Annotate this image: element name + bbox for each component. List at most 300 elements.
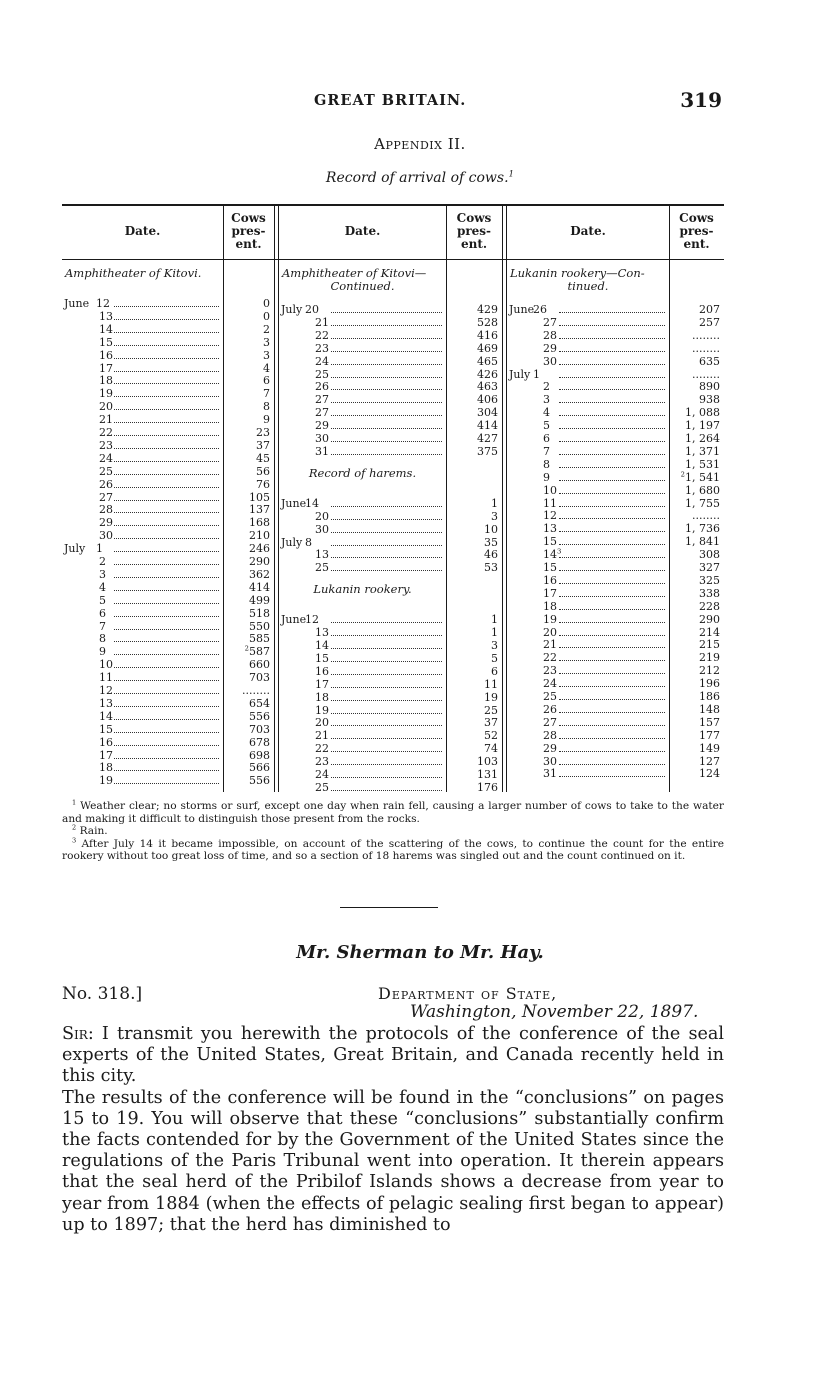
leader-dots [114,577,219,578]
row-value: 290 [249,555,270,568]
row-day: 7 [99,619,106,633]
leader-dots [114,706,219,707]
leader-dots [331,661,442,662]
col-rule [274,206,275,792]
table-row [279,406,502,419]
cows-header-line: pres- [679,224,714,238]
row-day: 13 [99,309,113,323]
section-title-line: Continued. [330,279,395,293]
table-row [507,626,724,639]
row-day: 28 [99,503,113,517]
table-row [62,413,274,426]
row-day: 24 [543,677,557,691]
leader-dots [331,312,442,313]
row-value: 196 [699,677,720,691]
leader-dots [114,732,219,733]
row-day: 3 [99,567,106,581]
row-value: 207 [699,303,720,316]
row-day: 29 [315,419,329,433]
leader-dots [331,351,442,352]
row-day: 4 [543,406,550,420]
row-day: 18 [315,690,329,704]
table-row [507,561,724,574]
row-value: 246 [249,542,270,556]
table-row [507,509,724,522]
row-day: 13 [99,696,113,710]
row-value: 660 [249,658,270,672]
section-title-line: Amphitheater of Kitovi— [282,266,427,280]
row-month: June [281,613,307,627]
row-day: 10 [543,483,557,497]
leader-dots [114,332,219,333]
table-row [279,355,502,368]
table-row [62,529,274,542]
leader-dots [331,325,442,326]
section-title-line: Amphitheater of Kitovi. [65,266,202,280]
table-row [507,342,724,355]
row-value: 375 [477,444,498,458]
table-row [62,684,274,697]
row-day: 4 [99,580,106,594]
row-value: 37 [256,438,270,452]
table-row [62,349,274,362]
table-row [507,755,724,768]
row-day: 25 [315,561,329,575]
cows-header-line: Cows [456,211,492,225]
footnote-3: $^3$ After July 14 it became impossible, on account of the scattering of the cows, to continue the count for the entire rookery without too great loss of time, and so a section of 18 harems was singled out and the count continued on it. [62,835,725,862]
table-row [62,658,274,671]
row-day: 27 [315,393,329,407]
row-day: 19 [99,774,113,788]
row-value: 6 [491,664,498,678]
section-title-line: Record of harems. [308,465,417,480]
row-value: $^2$1, 541 [680,470,720,484]
leader-dots [114,371,219,372]
table-row [507,690,724,703]
leader-dots [114,409,219,410]
row-day: 31 [543,767,557,781]
table-row [62,297,274,310]
row-value: 427 [477,432,498,445]
leader-dots [559,570,665,571]
table-row [279,665,502,678]
table-row [507,368,724,381]
row-day: 26 [99,477,113,491]
row-day: 17 [99,361,113,375]
leader-dots [559,738,665,739]
leader-dots [114,745,219,746]
table-caption: Record of arrival of cows.$^1$ [325,169,515,186]
department-line: Department of State, [378,984,558,1003]
row-value: 35 [484,535,498,549]
row-day: 17 [543,586,557,600]
row-value: 518 [249,606,270,620]
row-month: July [64,542,86,556]
value-footnote-mark: 2 [680,470,685,479]
leader-dots [114,629,219,630]
row-day: 8 [305,535,312,549]
table-row [507,484,724,497]
row-day: 3 [543,393,550,407]
row-day: 7 [543,444,550,458]
row-value: 678 [249,735,270,749]
row-day: 13 [315,626,329,640]
row-day: 31 [315,444,329,458]
leader-dots [114,487,219,488]
row-day: 15 [315,651,329,665]
table-row [62,645,274,658]
row-day: 17 [315,677,329,691]
leader-dots [331,700,442,701]
caption-footnote-mark: 1 [508,169,515,180]
table-row [279,678,502,691]
row-day: 12 [305,613,319,627]
row-day: 27 [99,490,113,504]
table-row [62,503,274,516]
leader-dots [114,693,219,694]
leader-dots [331,764,442,765]
table-row [279,316,502,329]
letter-number: No. 318.] [62,984,143,1004]
row-day: 30 [543,754,557,768]
value-footnote-mark: 2 [244,644,249,653]
row-day: 15 [99,722,113,736]
cows-header-line: ent. [683,237,710,251]
row-value: 3 [263,348,270,362]
row-day: 26 [533,303,547,316]
row-day: 20 [543,625,557,639]
leader-dots [559,544,665,545]
table-row [62,323,274,336]
row-value: 52 [484,729,498,743]
table-row [507,587,724,600]
row-day: 1 [533,367,540,381]
row-day: 15 [543,535,557,549]
running-head [62,90,724,116]
row-day: 22 [99,426,113,439]
row-value: 2 [263,322,270,336]
table-row [62,594,274,607]
row-value: 19 [484,690,498,704]
leader-dots [559,325,665,326]
row-value: 7 [263,387,270,401]
row-value: 105 [249,490,270,504]
leader-dots [559,583,665,584]
leader-dots [331,364,442,365]
table-row [62,452,274,465]
letter-paragraph-2: The results of the conference will be found in the “conclusions” on pages 15 to 19. You will observe that these “conclusions” substantially confirm the facts contended for by the Government of the United States since the regulations of the Paris Tribunal went into operation. It therein appears that the seal herd of the Pribilof Islands shows a decrease from year to year from 1884 (when the effects of pelagic sealing first began to appear) up to 1897; that the herd has diminished to [62,1087,724,1235]
table-row [507,548,724,561]
row-value: 215 [699,638,720,652]
table-row [507,471,724,484]
row-value: 10 [484,522,498,536]
leader-dots [559,364,665,365]
table-row [507,742,724,755]
table-row [507,613,724,626]
cows-header-line: ent. [460,237,488,251]
row-value: 3 [491,509,498,523]
row-value: 1, 264 [685,432,720,445]
leader-dots [559,712,665,713]
row-day: 1 [96,542,103,556]
row-value: 304 [477,406,498,420]
table-row [62,491,274,504]
row-value: 25 [484,703,498,717]
leader-dots [331,506,442,507]
leader-dots [559,635,665,636]
leader-dots [331,441,442,442]
footnotes [62,800,724,863]
row-day: 21 [315,729,329,743]
row-value: $^2$587 [244,644,270,659]
table-row [62,362,274,375]
table-row [62,542,274,555]
table-row [279,704,502,717]
row-value: 76 [256,477,270,491]
leader-dots [559,377,665,378]
row-value: 124 [699,767,720,781]
row-day: 2 [543,380,550,394]
row-day: 27 [543,315,557,329]
row-day: 30 [543,354,557,368]
col-rule [502,206,503,792]
row-value: 635 [699,354,720,368]
leader-dots [559,493,665,494]
row-value: 528 [477,315,498,329]
row-value: 1, 088 [685,406,720,420]
leader-dots [559,751,665,752]
row-value: 698 [249,748,270,762]
cows-header-line: pres- [231,224,266,238]
table-row [279,639,502,652]
salutation: Sir: [62,1024,94,1044]
table-row [507,716,724,729]
row-value: 550 [249,619,270,633]
leader-dots [331,674,442,675]
leader-dots [331,557,442,558]
row-day: 18 [543,599,557,613]
table-row [62,374,274,387]
table-row [279,497,502,510]
section-title-line: tinued. [567,279,609,293]
leader-dots [114,358,219,359]
row-day: 27 [543,715,557,729]
table-row [279,445,502,458]
row-day: 25 [543,690,557,703]
leader-dots [559,415,665,416]
row-day: 5 [543,419,550,433]
row-value: 556 [249,774,270,788]
leader-dots [559,338,665,339]
row-day: 12 [543,509,557,523]
table-row [62,749,274,762]
leader-dots [114,461,219,462]
row-day: 29 [543,341,557,355]
table-row [507,651,724,664]
leader-dots [114,435,219,436]
appendix-heading: Appendix II. [374,135,466,153]
row-day: 28 [543,728,557,742]
row-value: 463 [477,380,498,394]
row-value: 585 [249,632,270,646]
row-day: 16 [99,735,113,749]
table-row [507,497,724,510]
leader-dots [559,764,665,765]
table-row [507,535,724,548]
leader-dots [331,751,442,752]
row-day: 15 [99,335,113,349]
row-month: July [509,367,531,381]
leader-dots [331,415,442,416]
cows-present-header [669,212,724,251]
row-month: June [509,303,535,316]
table-row [62,774,274,787]
row-day: 14 [99,709,113,723]
table-row [62,478,274,491]
letter-body [62,1024,724,1236]
leader-dots [559,389,665,390]
row-day: 21 [543,638,557,652]
row-value: 168 [249,516,270,530]
row-value: 148 [699,702,720,716]
leader-dots [114,551,219,552]
row-day: 20 [315,509,329,523]
row-value: 1 [491,626,498,640]
row-value: 131 [477,768,498,781]
row-value: 127 [699,754,720,768]
leader-dots [114,474,219,475]
leader-dots [559,454,665,455]
table-row [62,710,274,723]
table-row [62,723,274,736]
leader-dots [559,660,665,661]
table-row [279,652,502,665]
row-day: 5 [99,593,106,607]
footnote-2: $^2$ Rain. [72,823,108,837]
table-row [279,561,502,574]
row-value: 45 [256,451,270,465]
table-row [279,432,502,445]
table-row [62,439,274,452]
row-value: 890 [699,380,720,394]
table-row [279,380,502,393]
row-day: 30 [315,432,329,445]
table-row [507,677,724,690]
leader-dots [331,377,442,378]
table-row [507,767,724,780]
leader-dots [331,777,442,778]
section-divider [340,907,438,908]
row-value: 566 [249,761,270,775]
row-value: 1, 680 [685,483,720,497]
date-header: Date. [124,224,161,238]
row-day: 22 [315,742,329,756]
leader-dots [559,531,665,532]
table-row [62,697,274,710]
leader-dots [559,776,665,777]
row-day: 19 [99,387,113,401]
page-number: 319 [680,88,722,112]
table-row [279,548,502,561]
leader-dots [559,506,665,507]
row-day: 9 [99,645,106,659]
cows-header-line: Cows [679,211,714,225]
row-value: 5 [491,651,498,665]
leader-dots [114,345,219,346]
row-day: 16 [315,664,329,678]
row-value: 219 [699,651,720,665]
leader-dots [331,519,442,520]
date-header: Date. [570,224,606,238]
row-value: 103 [477,755,498,769]
row-day: 25 [99,464,113,478]
row-value: 6 [263,374,270,388]
leader-dots [331,725,442,726]
leader-dots [559,557,665,558]
table-row [507,355,724,368]
leader-dots [559,622,665,623]
row-value: 74 [484,742,498,756]
leader-dots [331,648,442,649]
row-day: 14 [305,496,319,510]
letter-paragraph-1: Sir: I transmit you herewith the protocols of the conference of the seal experts of the United States, Great Britain, and Canada recently held in this city. [62,1024,725,1087]
table-row [279,742,502,755]
row-value: 214 [699,625,720,639]
table-row [507,303,724,316]
row-day: 16 [99,348,113,362]
row-value: 1, 371 [685,444,720,458]
table-row [507,638,724,651]
leader-dots [114,525,219,526]
table-row [62,336,274,349]
row-value: 11 [484,677,498,691]
row-day: 26 [315,380,329,394]
row-day: 27 [315,406,329,420]
table-row [279,755,502,768]
cows-header-line: Cows [231,211,266,225]
row-day: $14^3$ [543,547,562,562]
row-value: 3 [263,335,270,349]
letter-title: Mr. Sherman to Mr. Hay. [296,942,544,963]
row-month: June [281,496,307,510]
row-day: 23 [315,341,329,355]
table-row [507,316,724,329]
row-day: 6 [99,606,106,620]
leader-dots [114,422,219,423]
leader-dots [559,686,665,687]
row-day: 6 [543,432,550,445]
row-day: 20 [315,716,329,730]
table-row [62,426,274,439]
row-value: ........ [692,509,720,523]
leader-dots [114,396,219,397]
row-value: 157 [699,715,720,729]
row-value: 426 [477,367,498,381]
table-row [62,620,274,633]
table-top-rule [62,204,724,206]
row-value: ........ [692,341,720,355]
leader-dots [331,622,442,623]
row-value: 429 [477,303,498,316]
row-day: 26 [543,702,557,716]
row-day: 13 [315,548,329,562]
leader-dots [114,512,219,513]
row-day: 23 [99,438,113,452]
table-row [62,516,274,529]
row-day: 20 [305,303,319,316]
leader-dots [559,518,665,519]
leader-dots [331,687,442,688]
